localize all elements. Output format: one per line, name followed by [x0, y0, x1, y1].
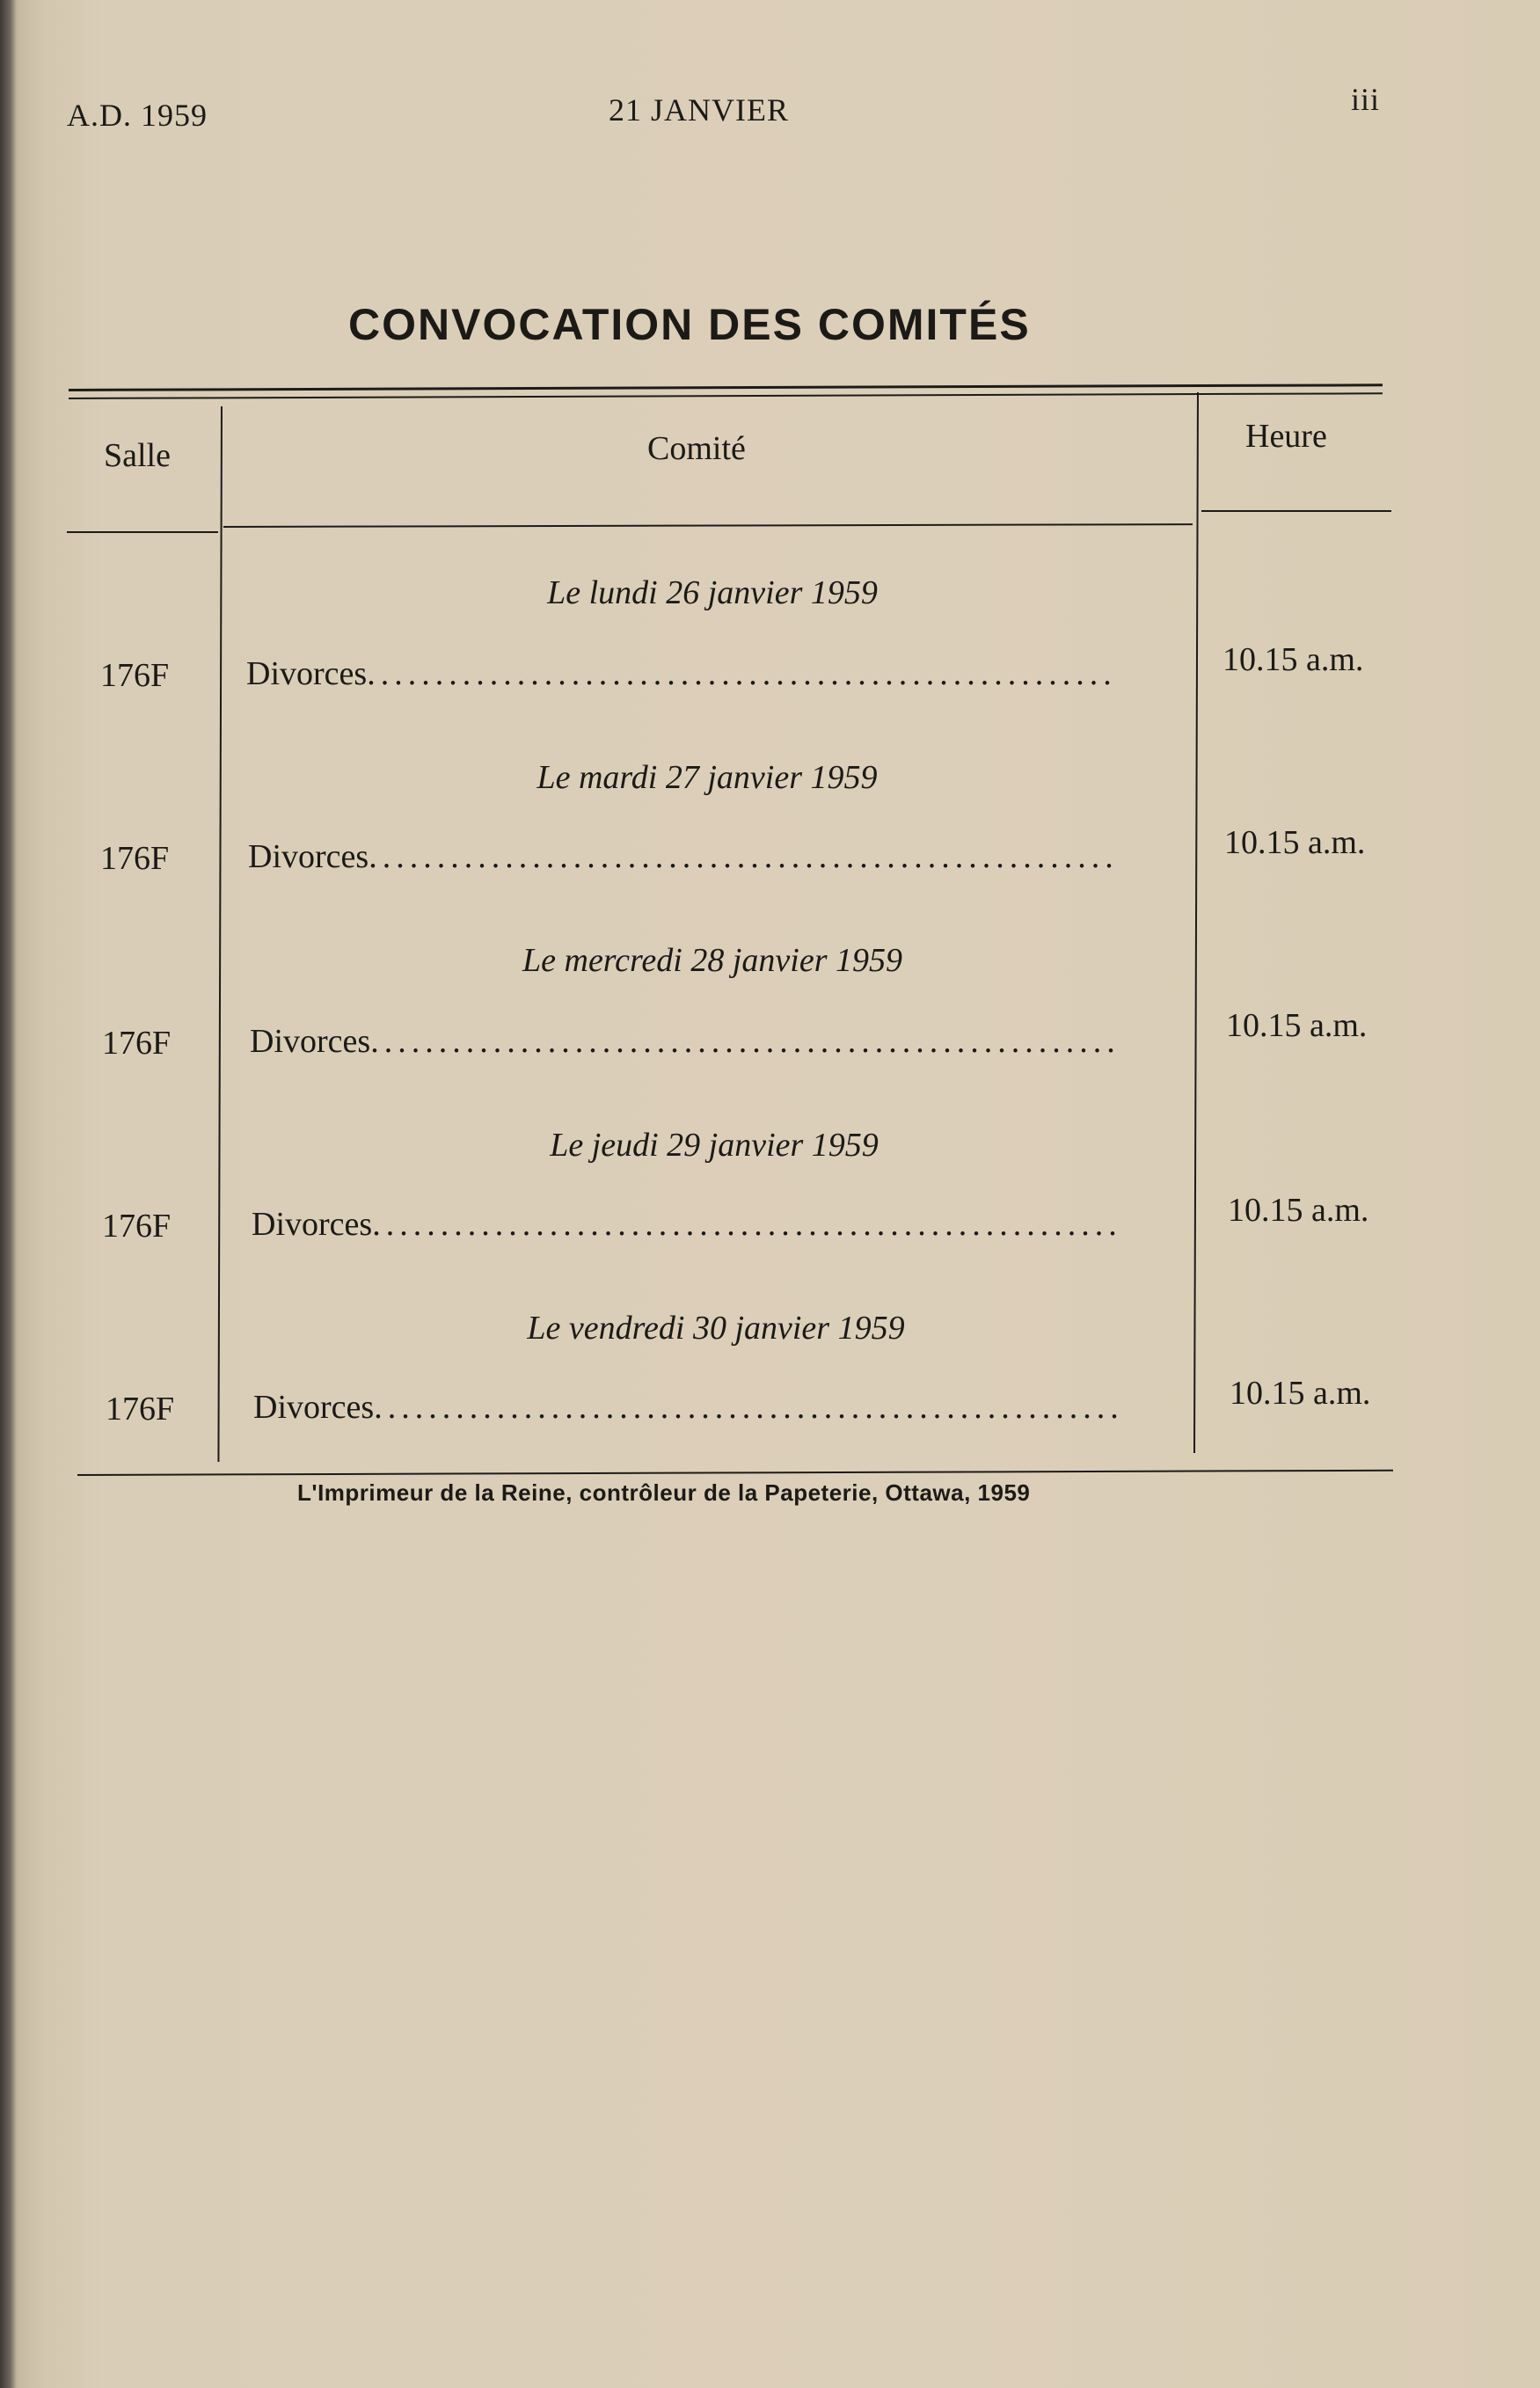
printer-credit: L'Imprimeur de la Reine, contrôleur de la Papeterie, Ottawa, 1959: [297, 1479, 1031, 1506]
heure-cell: 10.15 a.m.: [1226, 1007, 1368, 1044]
page-title: CONVOCATION DES COMITÉS: [348, 300, 1031, 349]
date-heading: Le mardi 27 janvier 1959: [536, 759, 878, 796]
book-binding-edge: [0, 0, 16, 2388]
dot-leader: .......................................................: [367, 655, 1117, 692]
comite-name: Divorces: [250, 1023, 371, 1060]
column-divider-left: [217, 406, 223, 1462]
comite-cell: [250, 1022, 1195, 1061]
title-rule-bottom: [69, 392, 1383, 399]
dot-leader: .......................................................: [370, 1023, 1120, 1060]
date-heading: Le lundi 26 janvier 1959: [547, 574, 878, 611]
running-header-date: 21 JANVIER: [609, 92, 789, 128]
header-rule-comite: [223, 523, 1193, 528]
comite-cell: [252, 1205, 1197, 1244]
heure-cell: 10.15 a.m.: [1223, 641, 1364, 678]
dot-leader: .......................................................: [372, 1206, 1122, 1243]
running-header-year: A.D. 1959: [67, 98, 208, 133]
salle-cell: 176F: [100, 657, 170, 694]
header-rule-salle: [67, 531, 218, 533]
date-heading: Le mercredi 28 janvier 1959: [522, 942, 902, 979]
table-bottom-rule: [77, 1470, 1393, 1476]
column-header-heure: Heure: [1245, 418, 1327, 455]
heure-cell: 10.15 a.m.: [1224, 824, 1366, 861]
salle-cell: 176F: [106, 1391, 175, 1428]
salle-cell: 176F: [102, 1208, 172, 1245]
salle-cell: 176F: [102, 1025, 172, 1062]
date-heading: Le vendredi 30 janvier 1959: [527, 1310, 905, 1347]
dot-leader: .......................................................: [374, 1389, 1124, 1426]
page-number: iii: [1351, 82, 1381, 117]
comite-name: Divorces: [248, 838, 369, 875]
column-header-comite: Comité: [647, 430, 746, 467]
column-header-salle: Salle: [104, 437, 171, 474]
title-rule-top: [69, 383, 1383, 391]
comite-name: Divorces: [246, 655, 368, 692]
date-heading: Le jeudi 29 janvier 1959: [550, 1127, 879, 1164]
header-rule-heure: [1201, 510, 1391, 512]
comite-name: Divorces: [252, 1206, 373, 1243]
heure-cell: 10.15 a.m.: [1228, 1192, 1369, 1229]
comite-cell: [253, 1388, 1199, 1427]
heure-cell: 10.15 a.m.: [1230, 1375, 1371, 1412]
salle-cell: 176F: [100, 840, 170, 877]
comite-cell: [246, 654, 1192, 693]
comite-name: Divorces: [253, 1389, 375, 1426]
column-divider-right: [1193, 392, 1199, 1453]
dot-leader: .......................................................: [369, 838, 1119, 875]
comite-cell: [248, 837, 1193, 876]
